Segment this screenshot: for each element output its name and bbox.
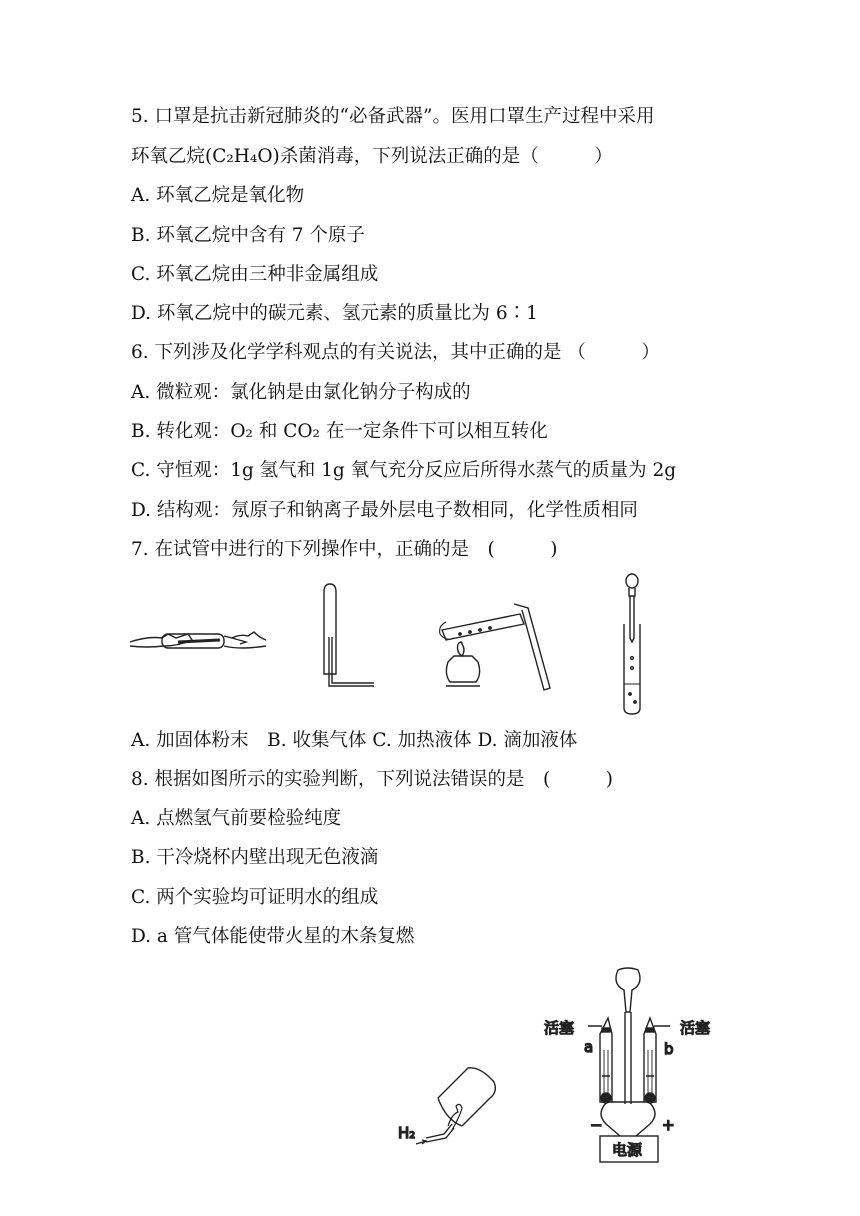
q5-stem-line2: 环氧乙烷(C₂H₄O)杀菌消毒，下列说法正确的是（ ） [131, 146, 613, 167]
figure-water-electrolysis [540, 964, 724, 1172]
figure-drop-liquid [612, 572, 652, 718]
figure-hydrogen-combustion [396, 1058, 500, 1150]
label-stopcock-left: 活塞 [544, 1019, 575, 1037]
label-power-supply: 电源 [612, 1141, 643, 1159]
q7-stem: 7. 在试管中进行的下列操作中，正确的是 ( ) [131, 539, 558, 560]
q8-stem: 8. 根据如图所示的实验判断，下列说法错误的是 ( ) [131, 769, 613, 790]
q5-option-b: B. 环氧乙烷中含有 7 个原子 [131, 225, 365, 246]
q8-option-c: C. 两个实验均可证明水的组成 [131, 887, 379, 908]
q5-stem-line1: 5. 口罩是抗击新冠肺炎的“必备武器”。医用口罩生产过程中采用 [131, 106, 655, 127]
figure-collect-gas [318, 582, 378, 692]
figure-heat-liquid [432, 590, 557, 695]
label-tube-b: b [664, 1040, 674, 1058]
q5-option-a: A. 环氧乙烷是氧化物 [131, 185, 305, 206]
q6-option-c: C. 守恒观：1g 氢气和 1g 氧气充分反应后所得水蒸气的质量为 2g [131, 460, 677, 481]
label-minus: − [590, 1116, 603, 1134]
q8-option-d: D. a 管气体能使带火星的木条复燃 [131, 926, 415, 947]
q6-option-b: B. 转化观：O₂ 和 CO₂ 在一定条件下可以相互转化 [131, 421, 548, 442]
label-stopcock-right: 活塞 [680, 1019, 711, 1037]
q6-stem: 6. 下列涉及化学学科观点的有关说法，其中正确的是 （ ） [131, 342, 660, 363]
q8-option-a: A. 点燃氢气前要检验纯度 [131, 808, 342, 829]
q7-options: A. 加固体粉末 B. 收集气体 C. 加热液体 D. 滴加液体 [131, 730, 578, 751]
q8-option-b: B. 干冷烧杯内壁出现无色液滴 [131, 847, 379, 868]
label-tube-a: a [584, 1038, 594, 1056]
q5-option-d: D. 环氧乙烷中的碳元素、氢元素的质量比为 6∶1 [131, 303, 538, 324]
figure-add-solid-powder [128, 612, 268, 662]
q6-option-a: A. 微粒观：氯化钠是由氯化钠分子构成的 [131, 382, 471, 403]
label-h2: H₂ [398, 1124, 416, 1142]
label-plus: + [662, 1116, 675, 1134]
q5-option-c: C. 环氧乙烷由三种非金属组成 [131, 264, 379, 285]
q6-option-d: D. 结构观：氖原子和钠离子最外层电子数相同，化学性质相同 [131, 500, 638, 521]
